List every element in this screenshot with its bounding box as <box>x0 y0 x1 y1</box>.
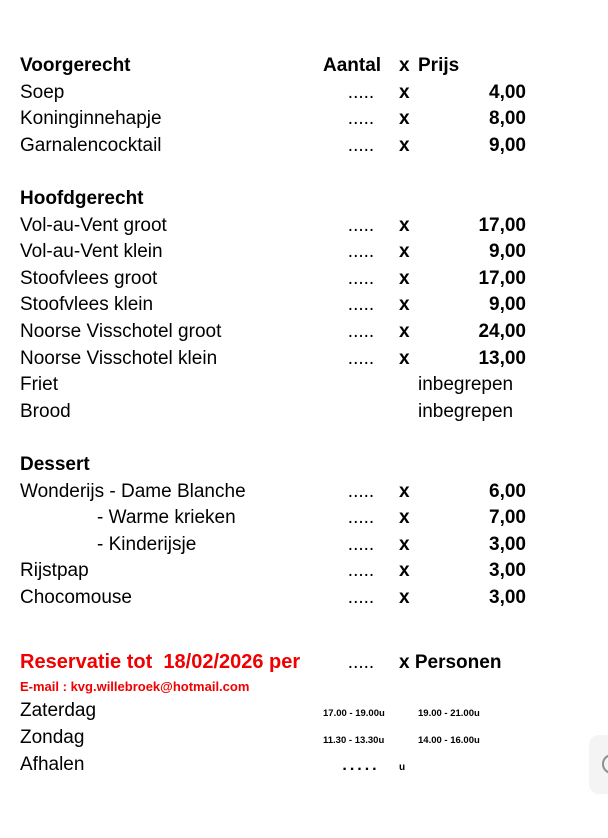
quantity-dots: ..... <box>347 267 375 289</box>
times-sign: x <box>399 214 410 236</box>
persons-dots: ..... <box>347 652 375 674</box>
quantity-dots: ..... <box>347 560 375 582</box>
email-address: E-mail : kvg.willebroek@hotmail.com <box>20 679 250 695</box>
quantity-dots: ..... <box>347 533 375 555</box>
section-header-voorgerecht <box>20 53 588 80</box>
reservation-deadline: Reservatie tot 18/02/2026 per <box>20 651 301 674</box>
times-sign: x <box>399 134 410 156</box>
menu-item-row <box>20 80 588 107</box>
item-name: Rijstpap <box>20 560 89 582</box>
item-name: Vol-au-Vent groot <box>20 214 167 236</box>
menu-item-row <box>20 266 588 293</box>
column-header-aantal: Aantal <box>323 55 382 76</box>
column-header-prijs: Prijs <box>418 55 460 76</box>
item-price: 8,00 <box>489 108 526 130</box>
times-sign: x <box>399 507 410 529</box>
quantity-dots: ..... <box>347 214 375 236</box>
item-price: 17,00 <box>478 214 526 236</box>
menu-item-row <box>20 372 588 399</box>
schedule-row <box>20 725 588 752</box>
item-name: Stoofvlees klein <box>20 294 154 316</box>
column-header-x: x <box>399 55 410 76</box>
menu-item-row <box>20 585 588 612</box>
times-sign: x <box>399 108 410 130</box>
time-slot-1: 17.00 - 19.00u <box>323 708 385 720</box>
item-name: Noorse Visschotel klein <box>20 347 218 369</box>
section-title: Hoofdgerecht <box>20 187 144 209</box>
pickup-label: Afhalen <box>20 753 85 775</box>
quantity-dots: ..... <box>347 294 375 316</box>
item-name: Garnalencocktail <box>20 134 162 156</box>
item-price: 4,00 <box>489 81 526 103</box>
pickup-row <box>20 752 588 779</box>
menu-item-row <box>20 532 588 559</box>
quantity-dots: ..... <box>347 507 375 529</box>
section-spacer <box>20 611 588 649</box>
times-sign: x <box>399 320 410 342</box>
time-slot-2: 19.00 - 21.00u <box>418 708 480 720</box>
quantity-dots: ..... <box>347 586 375 608</box>
item-price: 7,00 <box>489 507 526 529</box>
times-sign: x <box>399 480 410 502</box>
included-note: inbegrepen <box>418 400 514 422</box>
schedule-row <box>20 698 588 725</box>
item-name: Koninginnehapje <box>20 108 162 130</box>
item-price: 9,00 <box>489 294 526 316</box>
quantity-dots: ..... <box>347 480 375 502</box>
menu-item-row <box>20 505 588 532</box>
day-label: Zaterdag <box>20 700 97 722</box>
pickup-hour-unit: u <box>399 761 406 773</box>
item-name: Soep <box>20 81 65 103</box>
menu-item-row <box>20 292 588 319</box>
time-slot-2: 14.00 - 16.00u <box>418 735 480 747</box>
item-price: 3,00 <box>489 586 526 608</box>
section-header-dessert <box>20 452 588 479</box>
quantity-dots: ..... <box>347 134 375 156</box>
times-sign: x <box>399 533 410 555</box>
section-header-hoofdgerecht <box>20 186 588 213</box>
times-sign: x <box>399 241 410 263</box>
menu-item-row <box>20 558 588 585</box>
menu-item-row <box>20 106 588 133</box>
item-name: Chocomouse <box>20 586 132 608</box>
quantity-dots: ..... <box>347 108 375 130</box>
item-name: Stoofvlees groot <box>20 267 158 289</box>
section-title: Dessert <box>20 453 90 475</box>
item-name: - Kinderijsje <box>97 533 197 555</box>
item-price: 13,00 <box>478 347 526 369</box>
item-name: - Warme krieken <box>97 507 236 529</box>
time-slot-1: 11.30 - 13.30u <box>323 735 385 747</box>
pickup-time-dots: ..... <box>342 756 380 774</box>
day-label: Zondag <box>20 727 85 749</box>
item-name: Friet <box>20 374 58 396</box>
item-name: Wonderijs - Dame Blanche <box>20 480 246 502</box>
section-spacer <box>20 425 588 452</box>
item-price: 17,00 <box>478 267 526 289</box>
times-sign: x <box>399 586 410 608</box>
item-name: Vol-au-Vent klein <box>20 241 163 263</box>
email-row <box>20 676 588 698</box>
item-price: 9,00 <box>489 241 526 263</box>
reservation-row <box>20 649 588 676</box>
menu-item-row <box>20 346 588 373</box>
menu-item-row <box>20 213 588 240</box>
quantity-dots: ..... <box>347 347 375 369</box>
persons-label: x Personen <box>399 652 502 674</box>
item-price: 24,00 <box>478 320 526 342</box>
section-spacer <box>20 159 588 186</box>
quantity-dots: ..... <box>347 241 375 263</box>
quantity-dots: ..... <box>347 81 375 103</box>
item-price: 6,00 <box>489 480 526 502</box>
times-sign: x <box>399 560 410 582</box>
menu-item-row <box>20 239 588 266</box>
times-sign: x <box>399 294 410 316</box>
times-sign: x <box>399 267 410 289</box>
item-price: 9,00 <box>489 134 526 156</box>
menu-item-row <box>20 319 588 346</box>
times-sign: x <box>399 81 410 103</box>
quantity-dots: ..... <box>347 320 375 342</box>
section-title: Voorgerecht <box>20 55 131 76</box>
item-name: Brood <box>20 400 71 422</box>
menu-item-row <box>20 399 588 426</box>
menu-item-row <box>20 479 588 506</box>
times-sign: x <box>399 347 410 369</box>
item-name: Noorse Visschotel groot <box>20 320 222 342</box>
included-note: inbegrepen <box>418 374 514 396</box>
item-price: 3,00 <box>489 560 526 582</box>
item-price: 3,00 <box>489 533 526 555</box>
menu-item-row <box>20 133 588 160</box>
